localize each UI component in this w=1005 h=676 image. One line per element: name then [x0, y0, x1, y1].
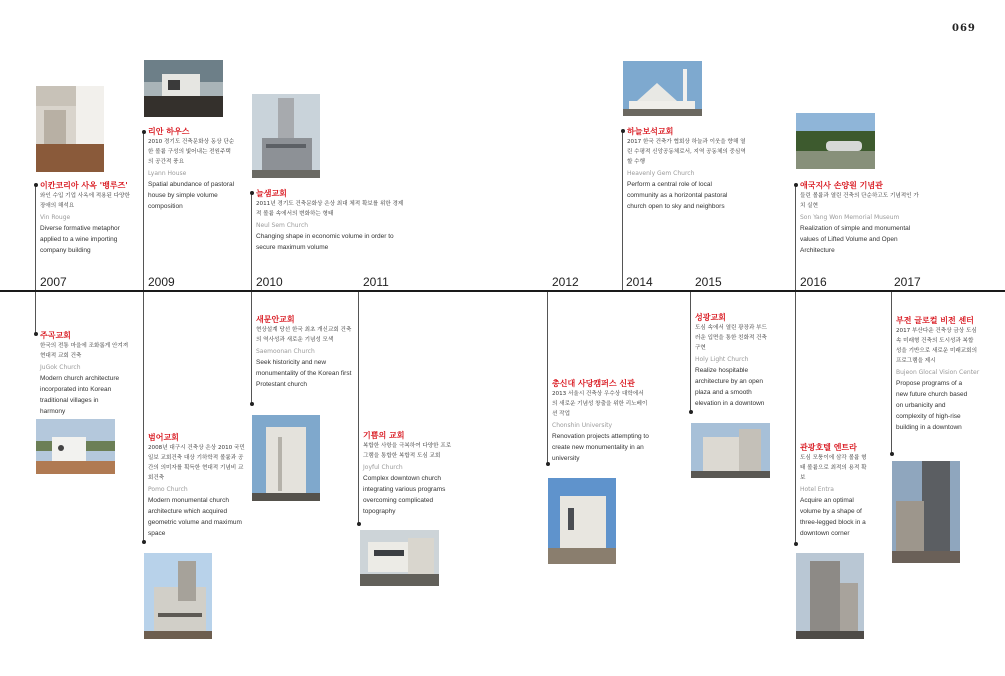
- vin-rouge-photo: [36, 86, 104, 172]
- timeline-dot: [142, 130, 146, 134]
- entry-ko-title: 늘샘교회: [256, 189, 287, 198]
- connector-line: [795, 186, 796, 290]
- entry-en-desc: Propose programs of a new future church based on urbanicity and complexity of high-rise building in a downtown: [896, 380, 968, 431]
- year-label-2011: 2011: [363, 275, 389, 289]
- year-label-2012: 2012: [552, 275, 579, 289]
- entry-heavenly-gem: [627, 126, 745, 212]
- entry-ko-desc: 복합한 사항을 극복하여 다양한 프로그램을 통합한 복합적 도심 교회: [363, 443, 452, 459]
- timeline-dot: [689, 410, 693, 414]
- year-label-2015: 2015: [695, 275, 722, 289]
- entry-ko-desc: 2011년 경기도 건축문화상 은상 최대 체적 확보를 위한 경제적 볼륨 속에서의 변화하는 형태: [256, 201, 404, 217]
- entry-ko-title: 부전 글로컬 비전 센터: [896, 316, 974, 325]
- entry-ko-title: 주곡교회: [40, 331, 71, 340]
- timeline-dot: [34, 183, 38, 187]
- entry-hotel-entra: [800, 442, 918, 539]
- entry-neul-sem: [256, 188, 404, 253]
- entry-en-desc: Complex downtown church integrating various programs overcoming complicated topography: [363, 475, 446, 515]
- entry-lyann-house: [148, 126, 266, 212]
- entry-en-desc: Acquire an optimal volume by a shape of three-legged block in a downtown corner: [800, 497, 866, 537]
- entry-en-title: Bujeon Glocal Vision Center: [896, 369, 980, 376]
- entry-ko-desc: 한국의 전통 마을에 조화롭게 안겨져 현대적 교회 건축: [40, 343, 129, 359]
- entry-ko-title: 범어교회: [148, 433, 179, 442]
- entry-ko-title: 새문안교회: [256, 315, 295, 324]
- entry-en-title: Pomo Church: [148, 486, 188, 493]
- entry-en-desc: Changing shape in economic volume in order to secure maximum volume: [256, 233, 394, 251]
- entry-en-desc: Realization of simple and monumental values of Lifted Volume and Open Architecture: [800, 225, 911, 254]
- son-yang-won-museum-photo: [796, 113, 875, 169]
- page-number: 069: [952, 23, 976, 34]
- entry-en-title: Hotel Entra: [800, 486, 834, 493]
- entry-en-desc: Realize hospitable architecture by an open plaza and a smooth elevation in a downtown: [695, 367, 765, 407]
- entry-en-title: Joyful Church: [363, 464, 403, 471]
- entry-en-title: Holy Light Church: [695, 356, 749, 363]
- entry-ko-title: 하늘보석교회: [627, 127, 674, 136]
- timeline-dot: [142, 540, 146, 544]
- year-label-2016: 2016: [800, 275, 827, 289]
- entry-ko-desc: 2008년 대구시 건축상 은상 2010 국민일보 교회건축 대상 기하학적 볼륨과 공간의 의미자를 획득한 현대적 기념비 교회건축: [148, 445, 245, 481]
- entry-saemoonan: [256, 314, 374, 390]
- entry-pomo: [148, 432, 266, 539]
- year-label-2009: 2009: [148, 275, 175, 289]
- entry-ko-desc: 2017 한국 건축가 협회상 하늘과 이웃을 향해 열린 수평적 신앙공동체로서, 지역 공동체의 중심역할 수행: [627, 139, 746, 165]
- connector-line: [35, 186, 36, 290]
- entry-ko-desc: 와인 수입 기업 사옥에 적용된 다양한 장애의 해석요: [40, 193, 130, 209]
- jugok-church-photo: [36, 419, 115, 474]
- pomo-church-photo: [144, 553, 212, 639]
- entry-ko-title: 리안 하우스: [148, 127, 190, 136]
- entry-en-title: Saemoonan Church: [256, 348, 315, 355]
- holy-light-church-photo: [691, 423, 770, 478]
- entry-vin-rouge: [40, 180, 158, 256]
- timeline-dot: [794, 183, 798, 187]
- connector-line: [251, 292, 252, 404]
- entry-en-desc: Renovation projects attempting to create new monumentality in an university: [552, 433, 649, 462]
- entry-ko-title: 관광호텔 엔트라: [800, 443, 857, 452]
- connector-line: [690, 292, 691, 412]
- entry-en-desc: Perform a central role of local community as a horizontal pastoral church open to sky and neighbors: [627, 181, 728, 210]
- connector-line: [622, 132, 623, 290]
- entry-ko-title: 성광교회: [695, 313, 726, 322]
- entry-ko-title: 총신대 사당캠퍼스 신관: [552, 379, 635, 388]
- entry-ko-desc: 2013 서울시 건축상 우수상 대학에서의 새로운 기념성 창출을 위한 리노베이션 작업: [552, 391, 648, 417]
- year-label-2017: 2017: [894, 275, 921, 289]
- timeline-dot: [250, 402, 254, 406]
- entry-ko-title: 기쁨의 교회: [363, 431, 405, 440]
- connector-line: [35, 292, 36, 334]
- timeline-dot: [34, 332, 38, 336]
- entry-en-title: Vin Rouge: [40, 214, 71, 221]
- entry-en-desc: Diverse formative metaphor applied to a wine importing company building: [40, 225, 120, 254]
- entry-en-title: JuGok Church: [40, 364, 81, 371]
- entry-chonshin: [552, 378, 670, 464]
- entry-en-title: Chonshin University: [552, 422, 613, 429]
- entry-en-desc: Modern monumental church architecture which acquired geometric volume and maximum space: [148, 497, 242, 537]
- entry-ko-desc: 현상설계 당선 한국 최초 개신교회 건축의 역사성과 새로운 기념성 모색: [256, 327, 352, 343]
- entry-ko-desc: 도심 속에서 열린 광장과 부드러운 입면을 통한 친화적 건축 구현: [695, 325, 767, 351]
- entry-ko-title: 이칸코리아 사옥 '뱅루즈': [40, 181, 128, 190]
- entry-jugok: [40, 330, 158, 417]
- entry-joyful: [363, 430, 481, 517]
- chonshin-university-photo: [548, 478, 616, 564]
- entry-ko-desc: 도심 모퉁이에 삼각 볼륨 형태 볼륨으로 최적의 용적 확보: [800, 455, 867, 481]
- entry-en-title: Heavenly Gem Church: [627, 170, 695, 177]
- entry-en-desc: Spatial abundance of pastoral house by simple volume composition: [148, 181, 235, 210]
- timeline-dot: [546, 462, 550, 466]
- entry-en-title: Neul Sem Church: [256, 222, 309, 229]
- timeline-dot: [621, 129, 625, 133]
- entry-bujeon: [896, 315, 1005, 433]
- connector-line: [891, 292, 892, 454]
- entry-ko-desc: 들린 볼륨과 열린 건축의 단순하고도 기념적인 가치 실현: [800, 193, 919, 209]
- joyful-church-photo: [360, 530, 439, 586]
- entry-son-yang-won: [800, 180, 918, 256]
- entry-en-title: Lyann House: [148, 170, 187, 177]
- connector-line: [547, 292, 548, 464]
- year-label-2007: 2007: [40, 275, 67, 289]
- entry-ko-title: 애국지사 손양원 기념관: [800, 181, 883, 190]
- entry-en-desc: Modern church architecture incorporated into Korean traditional villages in harmony: [40, 375, 120, 415]
- hotel-entra-photo: [796, 553, 864, 639]
- entry-ko-desc: 2010 경기도 건축문화상 동상 단순한 볼륨 구성의 빛어내는 전원주택의 공간적 풍요: [148, 139, 235, 165]
- year-label-2010: 2010: [256, 275, 283, 289]
- entry-en-desc: Seek historicity and new monumentality of the Korean first Protestant church: [256, 359, 352, 388]
- year-label-2014: 2014: [626, 275, 653, 289]
- timeline-dot: [357, 522, 361, 526]
- entry-holy-light: [695, 312, 813, 409]
- entry-ko-desc: 2017 부산다운 건축상 금상 도심 속 미래형 건축의 도시성과 복합성을 기반으로 새로운 미래교회의 프로그램을 제시: [896, 328, 977, 364]
- timeline-axis: [0, 290, 1005, 292]
- timeline-dot: [794, 542, 798, 546]
- heavenly-gem-church-photo: [623, 61, 702, 116]
- entry-en-title: Son Yang Won Memorial Museum: [800, 214, 900, 221]
- lyann-house-photo: [144, 60, 223, 117]
